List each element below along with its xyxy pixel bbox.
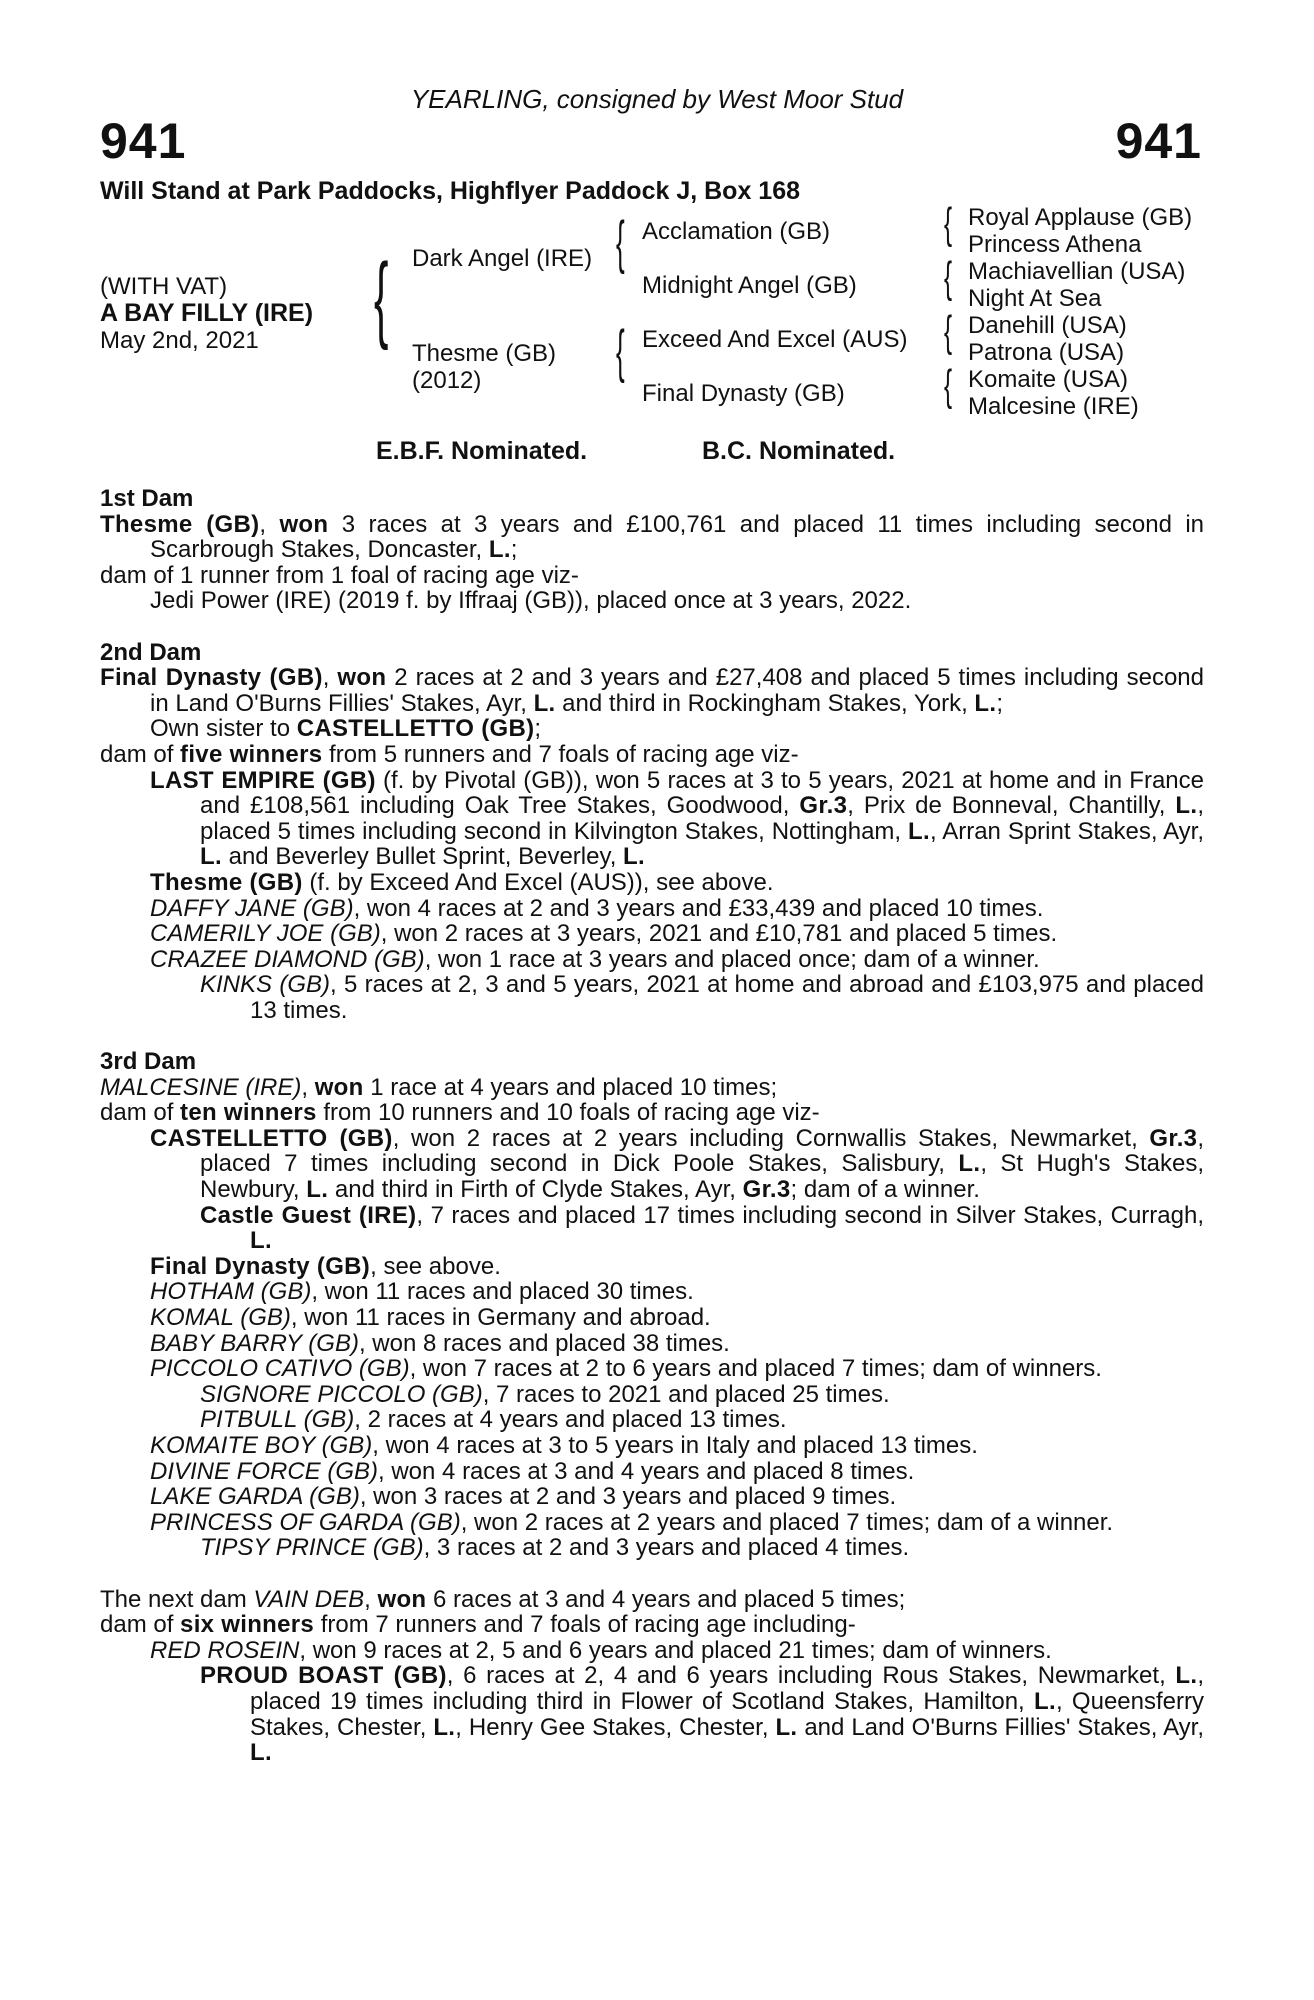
first-dam-produce-entry: Jedi Power (IRE) (2019 f. by Iffraaj (GB)), placed once at 3 years, 2022. — [150, 587, 912, 615]
vat-note: (WITH VAT) — [100, 273, 228, 300]
produce-entry: LAST EMPIRE (GB) (f. by Pivotal (GB)), won 5 races at 3 to 5 years, 2021 at home and in France and £108,561 including Oak Tree Stakes, Goodwood, Gr.3, Prix de Bonneval, Chantilly, L., placed 5 times including second in Kilvington Stakes, Nottingham, L., Arran Sprint Stakes, Ayr, L. and Beverley Bullet Sprint, Beverley, L. — [150, 766, 1204, 871]
produce-entry-grandchild: Castle Guest (IRE), 7 races and placed 17 times including second in Silver Stakes, Curragh, L. — [200, 1201, 1205, 1255]
produce-entry: PICCOLO CATIVO (GB), won 7 races at 2 to 6 years and placed 7 times; dam of winners. — [150, 1355, 1102, 1383]
sire-dam: Midnight Angel (GB) — [642, 272, 857, 299]
second-dam-section — [100, 640, 1204, 1024]
produce-entry: CASTELLETTO (GB), won 2 races at 2 years including Cornwallis Stakes, Newmarket, Gr.3, placed 7 times including second in Dick Poole Stakes, Salisbury, L., St Hugh's Stakes, Newbury, L. and third in Firth of Clyde Stakes, Ayr, Gr.3; dam of a winner. — [150, 1124, 1204, 1204]
produce-entry-grandchild: KINKS (GB), 5 races at 2, 3 and 5 years, 2021 at home and abroad and £103,975 and placed 13 times. — [200, 971, 1204, 1024]
grandparent-3: Machiavellian (USA) — [968, 258, 1186, 285]
produce-entry: CAMERILY JOE (GB), won 2 races at 3 years, 2021 and £10,781 and placed 5 times. — [150, 920, 1058, 948]
second-dam-heading: 2nd Dam — [100, 638, 202, 666]
pedigree-bracket-g4: { — [944, 361, 953, 410]
ebf-nomination: E.B.F. Nominated. — [376, 437, 588, 465]
produce-entry: BABY BARRY (GB), won 8 races and placed 38 times. — [150, 1329, 730, 1357]
pedigree-bracket-dam: { — [616, 319, 625, 384]
produce-entry-grandchild: TIPSY PRINCE (GB), 3 races at 2 and 3 years and placed 4 times. — [200, 1534, 910, 1562]
consignment-line: YEARLING, consigned by West Moor Stud — [410, 84, 904, 114]
produce-entry: Final Dynasty (GB), see above. — [150, 1252, 501, 1280]
next-dam-record: The next dam VAIN DEB, won 6 races at 3 and 4 years and placed 5 times; — [100, 1585, 906, 1613]
produce-entry: LAKE GARDA (GB), won 3 races at 2 and 3 years and placed 9 times. — [150, 1483, 897, 1511]
bc-nomination: B.C. Nominated. — [702, 437, 896, 465]
grandparent-8: Malcesine (IRE) — [968, 393, 1139, 420]
pedigree-bracket-g1: { — [944, 199, 953, 248]
grandparent-2: Princess Athena — [968, 231, 1142, 258]
grandparent-4: Night At Sea — [968, 285, 1102, 312]
grandparent-6: Patrona (USA) — [968, 339, 1125, 366]
dam-dam: Final Dynasty (GB) — [642, 380, 845, 407]
first-dam-record: Thesme (GB), won 3 races at 3 years and £100,761 and placed 11 times including second in Scarbrough Stakes, Doncaster, L.; — [100, 510, 1205, 564]
lot-number-left: 941 — [100, 113, 187, 169]
produce-entry: DIVINE FORCE (GB), won 4 races at 3 and 4 years and placed 8 times. — [150, 1457, 915, 1485]
lot-number-right: 941 — [1115, 113, 1202, 169]
next-dam-produce-summary: dam of six winners from 7 runners and 7 foals of racing age including- — [100, 1611, 856, 1639]
pedigree-bracket-g2: { — [944, 253, 953, 302]
stand-location: Will Stand at Park Paddocks, Highflyer Paddock J, Box 168 — [100, 177, 800, 205]
sire-sire: Acclamation (GB) — [642, 218, 831, 245]
third-dam-heading: 3rd Dam — [100, 1048, 197, 1076]
catalogue-body — [100, 486, 1204, 1766]
produce-entry: RED ROSEIN, won 9 races at 2, 5 and 6 years and placed 21 times; dam of winners. — [150, 1636, 1052, 1664]
next-dam-section — [100, 1587, 1204, 1766]
grandparent-7: Komaite (USA) — [968, 366, 1129, 393]
horse-name: A BAY FILLY (IRE) — [100, 299, 314, 327]
produce-entry-grandchild: SIGNORE PICCOLO (GB), 7 races to 2021 and placed 25 times. — [200, 1380, 890, 1408]
third-dam-produce-summary: dam of ten winners from 10 runners and 10 foals of racing age viz- — [100, 1099, 820, 1127]
foaling-date: May 2nd, 2021 — [100, 327, 259, 354]
pedigree-bracket-g3: { — [944, 307, 953, 356]
third-dam-section — [100, 1049, 1204, 1561]
produce-entry: DAFFY JANE (GB), won 4 races at 2 and 3 years and £33,439 and placed 10 times. — [150, 894, 1044, 922]
produce-entry-grandchild: PITBULL (GB), 2 races at 4 years and placed 13 times. — [200, 1406, 787, 1434]
grandparent-1: Royal Applause (GB) — [968, 204, 1193, 231]
produce-entry: CRAZEE DIAMOND (GB), won 1 race at 3 years and placed once; dam of a winner. — [150, 945, 1040, 973]
pedigree-bracket-main: { — [374, 244, 389, 351]
produce-entry: Thesme (GB) (f. by Exceed And Excel (AUS)), see above. — [150, 868, 774, 896]
second-dam-sister-note: Own sister to CASTELLETTO (GB); — [150, 715, 542, 743]
second-dam-produce-summary: dam of five winners from 5 runners and 7 foals of racing age viz- — [100, 740, 799, 768]
first-dam-produce-summary: dam of 1 runner from 1 foal of racing age viz- — [100, 561, 579, 589]
dam-name: Thesme (GB) — [412, 340, 557, 367]
produce-entry: PRINCESS OF GARDA (GB), won 2 races at 2 years and placed 7 times; dam of a winner. — [150, 1508, 1114, 1536]
third-dam-record: MALCESINE (IRE), won 1 race at 4 years and placed 10 times; — [100, 1073, 778, 1101]
dam-sire: Exceed And Excel (AUS) — [642, 326, 908, 353]
produce-entry: HOTHAM (GB), won 11 races and placed 30 times. — [150, 1278, 694, 1306]
produce-entry-grandchild: PROUD BOAST (GB), 6 races at 2, 4 and 6 years including Rous Stakes, Newmarket, L., placed 19 times including third in Flower of Scotland Stakes, Hamilton, L., Queensferry Stakes, Chester, L., Henry Gee Stakes, Chester, L. and Land O'Burns Fillies' Stakes, Ayr, L. — [200, 1662, 1205, 1767]
first-dam-section — [100, 486, 1204, 614]
dam-year: (2012) — [412, 367, 482, 394]
produce-entry: KOMAL (GB), won 11 races in Germany and abroad. — [150, 1304, 711, 1331]
first-dam-heading: 1st Dam — [100, 485, 194, 512]
pedigree-bracket-sire: { — [616, 210, 625, 275]
produce-entry: KOMAITE BOY (GB), won 4 races at 3 to 5 years in Italy and placed 13 times. — [150, 1431, 978, 1459]
sire-name: Dark Angel (IRE) — [412, 245, 593, 272]
grandparent-5: Danehill (USA) — [968, 312, 1127, 339]
first-dam-name: Thesme (GB) — [100, 510, 260, 538]
second-dam-record: Final Dynasty (GB), won 2 races at 2 and 3 years and £27,408 and placed 5 times including second in Land O'Burns Fillies' Stakes, Ayr, L. and third in Rockingham Stakes, York, L.; — [100, 664, 1205, 717]
